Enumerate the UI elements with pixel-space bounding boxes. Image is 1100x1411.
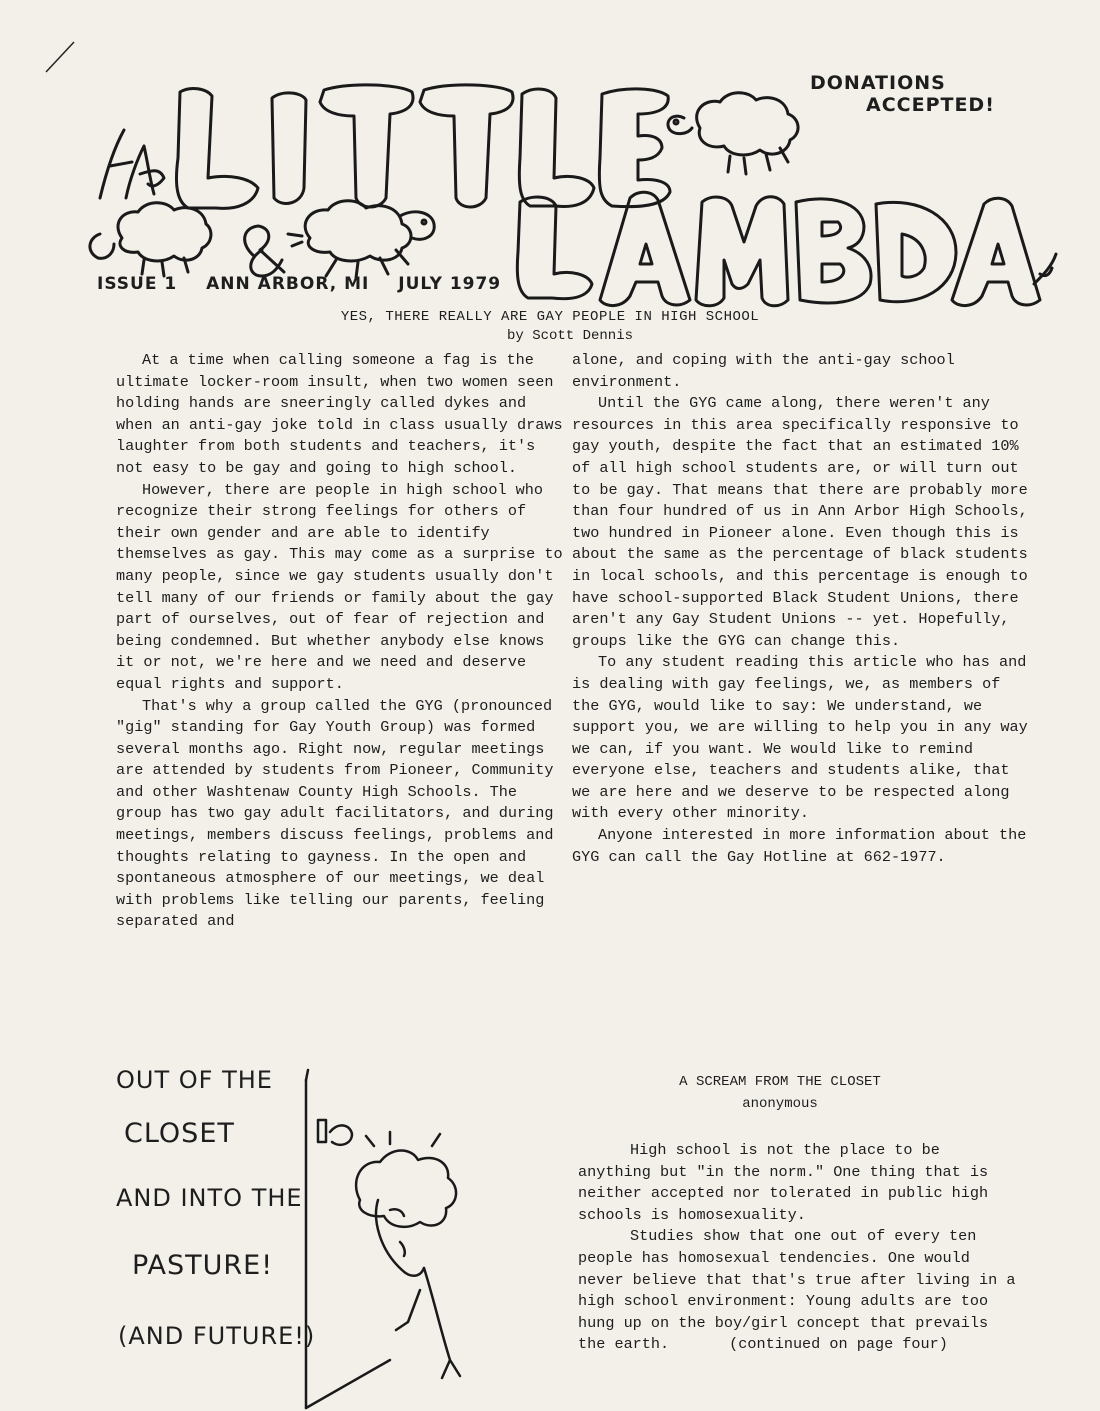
article-column-left: [116, 350, 566, 933]
article-paragraph: That's why a group called the GYG (pronounced "gig" standing for Gay Youth Group) was formed several months ago. Right now, regular meetings are attended by students from Pioneer, Community and other Washtenaw County High Schools. The group has two gay adult facilitators, and during meetings, members discuss feelings, problems and thoughts relating to gayness. In the open and spontaneous atmosphere of our meetings, we deal with problems like telling our parents, feeling separated and: [116, 696, 554, 931]
donations-notice: [810, 72, 1050, 116]
article-paragraph: alone, and coping with the anti-gay school environment.: [572, 351, 955, 391]
article-paragraph: However, there are people in high school who recognize their strong feelings for others of their own gender and are able to identify themselves as gay. This may come as a surprise to many people, since we gay students usually don't tell many of our friends or family about the gay part of ourselves, out of fear of rejection and being condemned. But whether anybody else knows it or not, we're here and we need and deserve equal rights and support.: [116, 480, 563, 693]
scream-author: anonymous: [742, 1096, 818, 1112]
closet-door-sheep-drawing: [300, 1060, 580, 1410]
scream-title: A SCREAM FROM THE CLOSET: [679, 1074, 881, 1090]
closet-text-line: (AND FUTURE!): [118, 1322, 316, 1350]
continued-note: (continued on page four): [729, 1335, 948, 1354]
article-paragraph: Anyone interested in more information about the GYG can call the Gay Hotline at 662-1977.: [572, 826, 1027, 866]
scream-paragraph-text: Studies show that one out of every ten people has homosexual tendencies. One would never believe that that's true after living in a high school environment: Young adults are too hung up on the boy/girl concept that prevails the earth.: [578, 1227, 1016, 1354]
article-paragraph: Until the GYG came along, there weren't any resources in this area specifically responsive to gay youth, despite the fact that an estimated 10% of all high school students are, or will turn out to be gay. That means that there are probably more than four hundred of us in Ann Arbor High Schools, two hundred in Pioneer alone. Even though this is about the same as the percentage of black students in local schools, and this percentage is enough to have school-supported Black Student Unions, there aren't any Gay Student Unions -- yet. Hopefully, groups like the GYG can change this.: [572, 394, 1028, 650]
closet-text-line: PASTURE!: [132, 1250, 274, 1281]
scream-paragraph: High school is not the place to be anything but "in the norm." One thing that is neither accepted nor tolerated in public high schools is homosexuality.: [578, 1141, 989, 1224]
masthead: [40, 38, 1060, 313]
scream-article: [578, 1140, 1018, 1356]
closet-text-line: OUT OF THE: [116, 1066, 273, 1094]
issue-location: ANN ARBOR, MI: [206, 274, 370, 294]
scream-paragraph: [578, 1226, 1018, 1356]
article-column-right: [572, 350, 1032, 868]
article-title: YES, THERE REALLY ARE GAY PEOPLE IN HIGH SCHOOL: [340, 309, 760, 325]
donations-line-1: DONATIONS: [810, 72, 946, 94]
issue-number: ISSUE 1: [97, 274, 178, 294]
closet-text-line: CLOSET: [124, 1118, 235, 1149]
issue-info: [97, 274, 523, 294]
article-paragraph: At a time when calling someone a fag is the ultimate locker-room insult, when two women seen holding hands are sneeringly called dykes and when an anti-gay joke told in class usually draws laughter from both students and teachers, it's not easy to be gay and going to high school.: [116, 351, 563, 477]
closet-text-line: AND INTO THE: [116, 1184, 303, 1212]
article-byline: by Scott Dennis: [506, 328, 634, 344]
issue-date: JULY 1979: [398, 274, 502, 294]
article-paragraph: To any student reading this article who has and is dealing with gay feelings, we, as members of the GYG, would like to say: We understand, we support you, we are willing to help you in any way we can, if you want. We would like to remind everyone else, teachers and students alike, that we are here and we deserve to be respected along with every other minority.: [572, 653, 1028, 823]
donations-line-2: ACCEPTED!: [866, 94, 995, 116]
